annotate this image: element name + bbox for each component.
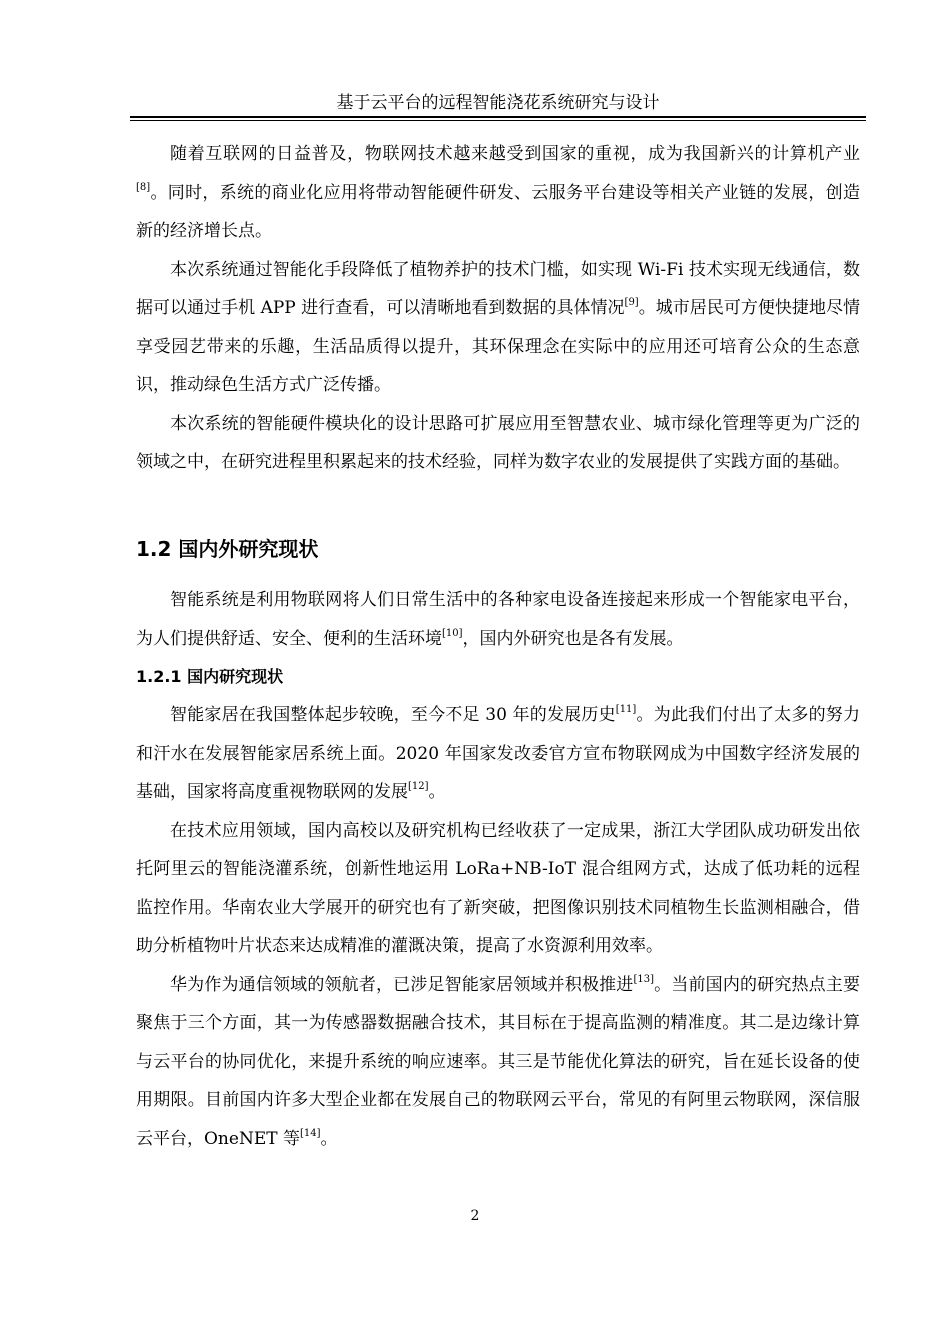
paragraph: 华为作为通信领域的领航者，已涉足智能家居领域并积极推进[13]。当前国内的研究热点主要聚焦于三个方面，其一为传感器数据融合技术，其目标在于提高监测的精准度。其二是边缘计算与云平台的协同优化，来提升系统的响应速率。其三是节能优化算法的研究，旨在延长设备的使用期限。目前国内许多大型企业都在发展自己的物联网云平台，常见的有阿里云物联网，深信服云平台，OneNET 等[14]。	[136, 973, 861, 1149]
subsection-paragraphs	[136, 696, 860, 1158]
citation: [11]	[615, 704, 637, 715]
paragraph: 随着互联网的日益普及，物联网技术越来越受到国家的重视，成为我国新兴的计算机产业[8]。同时，系统的商业化应用将带动智能硬件研发、云服务平台建设等相关产业链的发展，创造新的经济增长点。	[136, 144, 860, 241]
section-paragraphs	[136, 581, 860, 658]
citation: [9]	[624, 297, 639, 308]
subsection-heading: 1.2.1 国内研究现状	[136, 667, 284, 686]
paragraph: 本次系统的智能硬件模块化的设计思路可扩展应用至智慧农业、城市绿化管理等更为广泛的领域之中，在研究进程里积累起来的技术经验，同样为数字农业的发展提供了实践方面的基础。	[136, 413, 860, 472]
citation: [13]	[633, 973, 655, 985]
intro-paragraphs	[136, 135, 860, 482]
paragraph: 智能家居在我国整体起步较晚，至今不足 30 年的发展历史[11]。为此我们付出了太多的努力和汗水在发展智能家居系统上面。2020 年国家发改委官方宣布物联网成为中国数字经济发展的基础，国家将高度重视物联网的发展[12]。	[136, 704, 860, 802]
citation: [10]	[442, 627, 463, 639]
citation: [8]	[136, 181, 151, 193]
section-heading: 1.2 国内外研究现状	[136, 537, 319, 561]
header-rule-thin	[130, 120, 866, 121]
header-rule-thick	[130, 116, 866, 118]
paragraph: 在技术应用领域，国内高校以及研究机构已经收获了一定成果，浙江大学团队成功研发出依托阿里云的智能浇灌系统，创新性地运用 LoRa+NB-IoT 混合组网方式，达成了低功耗的远程监控作用。华南农业大学展开的研究也有了新突破，把图像识别技术同植物生长监测相融合，借助分析植物叶片状态来达成精准的灌溉决策，提高了水资源利用效率。	[136, 820, 860, 956]
paragraph: 本次系统通过智能化手段降低了植物养护的技术门槛，如实现 Wi-Fi 技术实现无线通信，数据可以通过手机 APP 进行查看，可以清晰地看到数据的具体情况[9]。城市居民可方便快捷地尽情享受园艺带来的乐趣，生活品质得以提升，其环保理念在实际中的应用还可培育公众的生态意识，推动绿色生活方式广泛传播。	[136, 259, 860, 395]
paragraph: 智能系统是利用物联网将人们日常生活中的各种家电设备连接起来形成一个智能家电平台，为人们提供舒适、安全、便利的生活环境[10]，国内外研究也是各有发展。	[136, 590, 860, 649]
citation: [12]	[408, 781, 429, 792]
page-number: 2	[470, 1208, 480, 1224]
running-header: 基于云平台的远程智能浇花系统研究与设计	[336, 93, 660, 113]
citation: [14]	[299, 1127, 321, 1139]
